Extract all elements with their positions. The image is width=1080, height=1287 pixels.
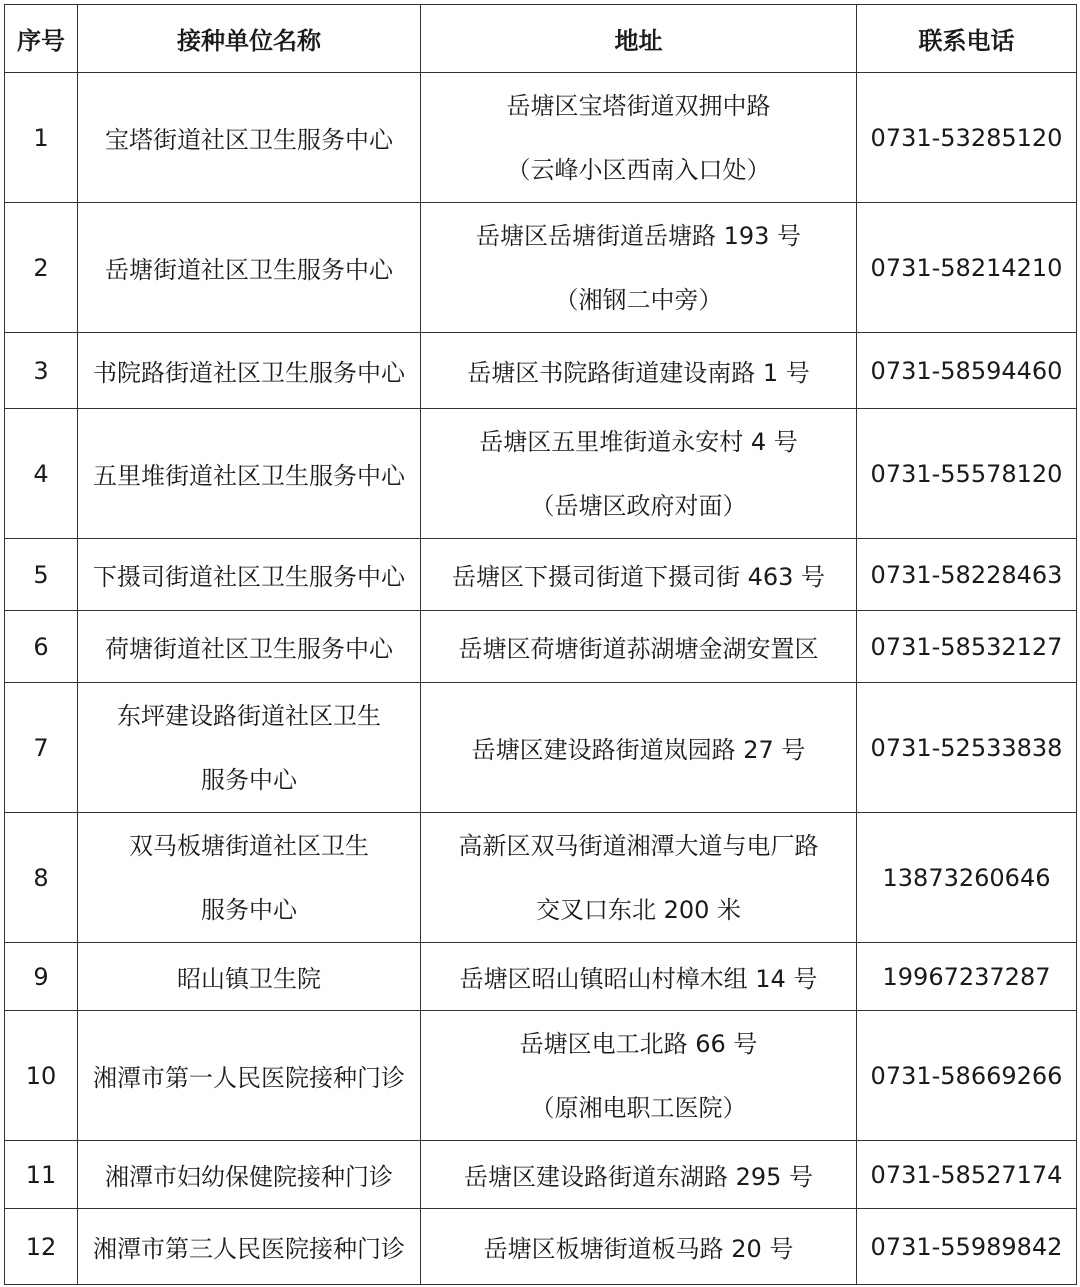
table-row — [5, 943, 1077, 1011]
cell-address — [421, 539, 857, 611]
cell-address-line: 岳塘区建设路街道岚园路 27 号 — [471, 736, 806, 764]
cell-address-line: 交叉口东北 200 米 — [535, 895, 742, 924]
cell-phone: 19967237287 — [857, 943, 1077, 1011]
cell-index: 9 — [5, 943, 78, 1011]
table-row — [5, 409, 1077, 539]
cell-address-line: 岳塘区建设路街道东湖路 295 号 — [463, 1163, 814, 1191]
cell-unit-name — [78, 539, 421, 611]
cell-address-line: 岳塘区岳塘街道岳塘路 193 号 — [475, 221, 802, 250]
cell-unit-name-line: 宝塔街道社区卫生服务中心 — [105, 126, 393, 154]
cell-address-line: （云峰小区西南入口处） — [506, 155, 771, 184]
cell-unit-name-line: 昭山镇卫生院 — [177, 965, 321, 993]
header-row — [5, 5, 1077, 73]
cell-unit-name-line: 五里堆街道社区卫生服务中心 — [93, 462, 405, 490]
cell-unit-name-line: 湘潭市妇幼保健院接种门诊 — [105, 1163, 393, 1191]
cell-address — [421, 683, 857, 813]
cell-address-line: 岳塘区书院路街道建设南路 1 号 — [467, 359, 810, 387]
cell-address-line: 岳塘区宝塔街道双拥中路 — [506, 91, 771, 120]
cell-address — [421, 943, 857, 1011]
cell-unit-name — [78, 73, 421, 203]
cell-phone: 0731-58214210 — [857, 203, 1077, 333]
cell-address-line: （岳塘区政府对面） — [530, 491, 747, 520]
cell-phone: 0731-58228463 — [857, 539, 1077, 611]
cell-unit-name-line: 服务中心 — [201, 765, 297, 794]
cell-address-line: 岳塘区五里堆街道永安村 4 号 — [479, 427, 798, 456]
table-row — [5, 203, 1077, 333]
cell-phone: 0731-58532127 — [857, 611, 1077, 683]
cell-address-line: （原湘电职工医院） — [530, 1093, 747, 1122]
cell-index: 11 — [5, 1141, 78, 1209]
header-index: 序号 — [5, 5, 78, 73]
cell-index: 1 — [5, 73, 78, 203]
cell-address-line: 岳塘区电工北路 66 号 — [519, 1029, 758, 1058]
cell-address-line: （湘钢二中旁） — [554, 285, 723, 314]
cell-unit-name-line: 岳塘街道社区卫生服务中心 — [105, 256, 393, 284]
cell-address — [421, 333, 857, 409]
cell-index: 8 — [5, 813, 78, 943]
cell-unit-name — [78, 409, 421, 539]
cell-unit-name — [78, 203, 421, 333]
table-row — [5, 1141, 1077, 1209]
cell-unit-name — [78, 1141, 421, 1209]
cell-address-line: 岳塘区昭山镇昭山村樟木组 14 号 — [459, 965, 818, 993]
cell-unit-name — [78, 1011, 421, 1141]
cell-address-line: 岳塘区下摄司街道下摄司街 463 号 — [451, 563, 826, 591]
cell-address — [421, 813, 857, 943]
cell-phone: 0731-52533838 — [857, 683, 1077, 813]
cell-index: 12 — [5, 1209, 78, 1285]
cell-index: 3 — [5, 333, 78, 409]
cell-unit-name-line: 双马板塘街道社区卫生 — [129, 831, 369, 860]
cell-phone: 0731-55989842 — [857, 1209, 1077, 1285]
cell-unit-name-line: 东坪建设路街道社区卫生 — [117, 701, 381, 730]
vaccination-sites-sheet — [4, 4, 1076, 1284]
cell-address-line: 岳塘区荷塘街道荪湖塘金湖安置区 — [458, 635, 819, 663]
cell-unit-name — [78, 683, 421, 813]
cell-phone: 0731-58527174 — [857, 1141, 1077, 1209]
cell-address — [421, 1141, 857, 1209]
cell-phone: 13873260646 — [857, 813, 1077, 943]
header-phone: 联系电话 — [857, 5, 1077, 73]
table-row — [5, 1209, 1077, 1285]
table-row — [5, 73, 1077, 203]
header-unit-name: 接种单位名称 — [78, 5, 421, 73]
cell-index: 2 — [5, 203, 78, 333]
cell-phone: 0731-58669266 — [857, 1011, 1077, 1141]
cell-unit-name — [78, 943, 421, 1011]
cell-unit-name — [78, 611, 421, 683]
cell-address — [421, 73, 857, 203]
cell-address — [421, 611, 857, 683]
cell-address — [421, 409, 857, 539]
cell-unit-name-line: 湘潭市第三人民医院接种门诊 — [93, 1235, 405, 1263]
cell-unit-name — [78, 813, 421, 943]
table-row — [5, 683, 1077, 813]
cell-index: 10 — [5, 1011, 78, 1141]
table-row — [5, 813, 1077, 943]
cell-address — [421, 1011, 857, 1141]
cell-unit-name-line: 湘潭市第一人民医院接种门诊 — [93, 1064, 405, 1092]
cell-index: 5 — [5, 539, 78, 611]
cell-unit-name-line: 书院路街道社区卫生服务中心 — [93, 359, 405, 387]
vaccination-sites-table — [4, 4, 1077, 1285]
cell-address — [421, 203, 857, 333]
table-row — [5, 611, 1077, 683]
cell-index: 7 — [5, 683, 78, 813]
header-address: 地址 — [421, 5, 857, 73]
table-body — [5, 73, 1077, 1285]
cell-phone: 0731-53285120 — [857, 73, 1077, 203]
cell-unit-name — [78, 1209, 421, 1285]
table-row — [5, 539, 1077, 611]
cell-unit-name-line: 下摄司街道社区卫生服务中心 — [93, 563, 405, 591]
cell-address-line: 岳塘区板塘街道板马路 20 号 — [483, 1235, 794, 1263]
cell-address-line: 高新区双马街道湘潭大道与电厂路 — [458, 831, 819, 860]
cell-index: 6 — [5, 611, 78, 683]
cell-unit-name-line: 荷塘街道社区卫生服务中心 — [105, 635, 393, 663]
cell-index: 4 — [5, 409, 78, 539]
cell-phone: 0731-58594460 — [857, 333, 1077, 409]
cell-phone: 0731-55578120 — [857, 409, 1077, 539]
cell-address — [421, 1209, 857, 1285]
cell-unit-name-line: 服务中心 — [201, 895, 297, 924]
cell-unit-name — [78, 333, 421, 409]
table-row — [5, 1011, 1077, 1141]
table-row — [5, 333, 1077, 409]
